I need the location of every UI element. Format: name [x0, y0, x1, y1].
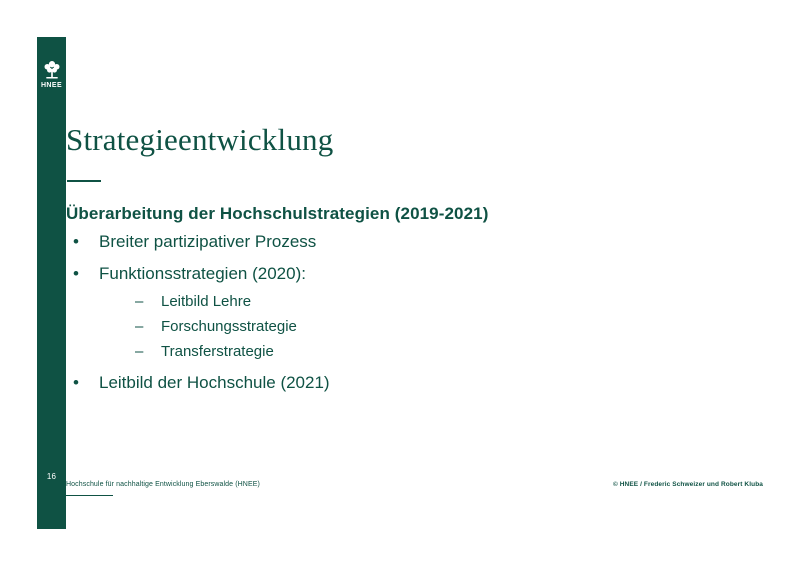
list-item-label: Leitbild der Hochschule (2021) — [99, 372, 330, 392]
list-item — [66, 264, 706, 360]
list-item — [99, 293, 706, 311]
list-item-label: Leitbild Lehre — [161, 292, 252, 310]
bullet-marker-icon: • — [73, 264, 79, 284]
footer-credit-label: © HNEE / Frederic Schweizer und Robert Kluba — [612, 481, 763, 488]
title-divider — [67, 180, 101, 182]
slide-footer — [66, 481, 763, 501]
bullet-marker-icon: • — [73, 372, 79, 392]
page-number: 16 — [46, 472, 57, 481]
footer-divider — [66, 495, 113, 496]
section-subheading: Überarbeitung der Hochschulstrategien (2019-2021) — [66, 204, 489, 223]
dash-marker-icon: – — [135, 292, 144, 310]
bullet-marker-icon: • — [73, 232, 79, 251]
list-item-label: Transferstrategie — [161, 342, 274, 360]
hnee-wordmark: HNEE — [40, 82, 63, 89]
slide-content — [66, 37, 763, 529]
list-item — [99, 318, 706, 336]
list-item — [66, 232, 706, 252]
dash-marker-icon: – — [135, 342, 144, 360]
hnee-tree-logo-icon — [41, 58, 63, 80]
bullet-list-level2 — [99, 293, 706, 361]
list-item-label: Funktionsstrategien (2020): — [99, 264, 306, 284]
bullet-list-level1 — [66, 232, 706, 393]
left-accent-band — [37, 37, 66, 529]
list-item-label: Forschungsstrategie — [161, 317, 297, 335]
list-item — [99, 343, 706, 361]
list-item-label: Breiter partizipativer Prozess — [99, 232, 317, 251]
page-title: Strategieentwicklung — [66, 122, 334, 157]
slide-body — [66, 204, 706, 405]
hnee-logo — [37, 37, 66, 110]
dash-marker-icon: – — [135, 317, 144, 335]
list-item — [66, 373, 706, 393]
footer-institution-label: Hochschule für nachhaltige Entwicklung Eberswalde (HNEE) — [66, 481, 260, 488]
